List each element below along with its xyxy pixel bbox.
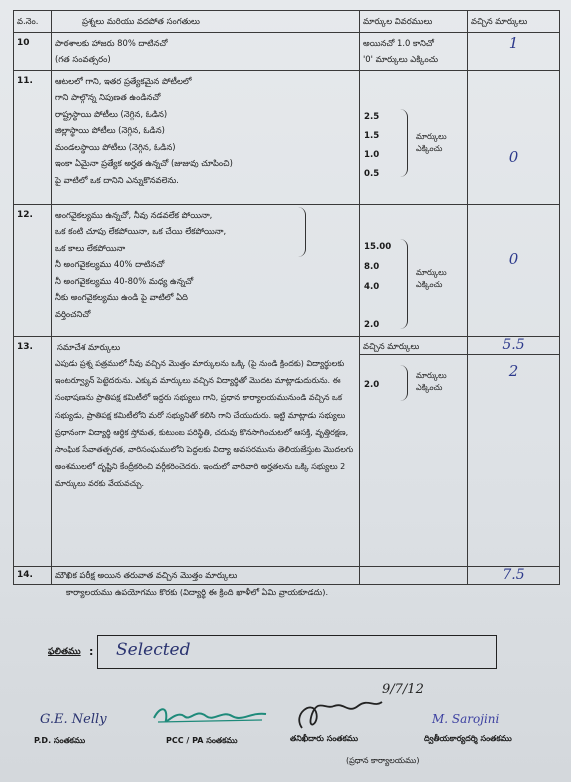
row-question xyxy=(52,32,360,70)
subtotal-handwritten: 5.5 xyxy=(502,336,525,353)
score-line: '0' మార్కులు ఎక్కించు xyxy=(363,54,438,64)
head-office-label: (ప్రధాన కార్యాలయము) xyxy=(346,756,420,765)
score-instruction: మార్కులు ఎక్కించు xyxy=(416,267,447,289)
row-score-details xyxy=(360,70,468,204)
table-row-14 xyxy=(14,566,560,584)
signature-pcc xyxy=(150,702,270,728)
subtotal-divider xyxy=(468,354,559,566)
question-line: ఒక కాలు లేకపోయినా xyxy=(55,242,126,253)
brace-mark xyxy=(400,109,408,177)
question-line: రాష్ట్రస్థాయి పోటీలు (నెగ్గిన, ఓడిన) xyxy=(55,108,168,119)
question-line: జిల్లాస్థాయి పోటీలు (నెగ్గిన, ఓడిన) xyxy=(55,125,165,135)
signature-label-pd: P.D. సంతకము xyxy=(34,736,86,745)
score-option: 0.5 xyxy=(364,168,380,179)
header-serial: వ.నెం. xyxy=(14,11,52,33)
question-line: వర్తించనిచో xyxy=(55,308,91,319)
question-line: నీకు అంగవైకల్యము ఉండి పై వాటిలో ఏది xyxy=(55,292,188,302)
header-marks-details: మార్కుల వివరములు xyxy=(360,11,468,33)
table-row-13 xyxy=(14,336,560,566)
question-line: ఆటలలో గాని, ఇతర ప్రత్యేకమైన పోటీలలో xyxy=(55,75,192,86)
row-question xyxy=(52,566,360,584)
brace-mark xyxy=(400,365,408,401)
score-option: 2.0 xyxy=(364,379,380,390)
result-box xyxy=(97,635,497,669)
signature-label-inspector: తనిఖీదారు సంతకము xyxy=(290,734,359,743)
row-value xyxy=(468,566,560,584)
question-line: (గత సంవత్సరం) xyxy=(55,54,111,64)
row-score-details xyxy=(360,204,468,336)
row-score-details xyxy=(360,566,468,584)
section-title: సమాచేశ మార్కులు xyxy=(57,341,121,352)
question-line: ఇంకా ఏమైనా ప్రత్యేక అర్హత ఉన్నచో (జుజువు చూపించి) xyxy=(55,158,233,168)
signature-label-secretary: ద్వితీయకార్యదర్శి సంతకము xyxy=(424,734,512,743)
handwritten-mark: 7.5 xyxy=(502,566,525,583)
question-line: పాఠశాలకు హాజరు 80% దాటినచో xyxy=(55,37,168,48)
row-value xyxy=(468,32,560,70)
question-line: మండలస్థాయి పోటీలు (నెగ్గిన, ఓడిన) xyxy=(55,141,176,152)
question-line: ఒక కంటి చూపు లేకపోయినా, ఒక చేయి లేకపోయినా, xyxy=(55,226,227,236)
score-option: 2.5 xyxy=(364,111,380,122)
question-line: అంగవైకల్యము ఉన్నచో, నీవు నడవలేక పోయినా, xyxy=(55,209,213,220)
row-number: 11. xyxy=(14,70,52,204)
score-instruction: మార్కులు ఎక్కించు xyxy=(416,370,447,392)
signature-date: 9/7/12 xyxy=(382,682,424,697)
row-number: 12. xyxy=(14,204,52,336)
row-score-details xyxy=(360,32,468,70)
header-marks-obtained: వచ్చిన మార్కులు xyxy=(468,11,560,33)
result-value: Selected xyxy=(116,640,191,660)
table-row-11 xyxy=(14,70,560,204)
header-question: ప్రశ్నలు మరియు వదపోత సంగతులు xyxy=(52,11,360,33)
signature-label-pcc: PCC / PA సంతకము xyxy=(166,736,238,745)
section-body: ఎపుడు ప్రశ్న పత్రములో నీవు వచ్చిన మొత్తం మార్కులను ఒక్కి (పై నుండి క్రిందకు) విద్యార్థులకు ఇంటర్వ్యూన్ పెట్టెదరును. ఎక్కువ మార్కులు వచ్చిన విద్యార్థితో మొదట మాట్లాడుదురును. ఈ సంభాషణను ప్రాతిపక్ష కమిటీలో ఇద్దరు సభ్యులు గాని, ప్రధాన కార్యాలయమునుండి వచ్చిన ఒక సభ్యుడు, ప్రాతిపక్ష కమిటీలోని మరో సభ్యునితో కలిసి గాని చేయుదురు. ఇట్టి మాట్లాడు సభ్యులు ప్రధానంగా విద్యార్థి ఆర్థిక స్తోమత, కుటుంబ పరిస్థితి, చదువు కొనసాగించుటలో ఆసక్తి, వృత్తిరక్షణ, సాంఘిక సేవాతత్పరత, వారిసంఘములోని పెద్దలకు విద్యా అవసరమును తెలియజేస్తుట మొదలగు అంశములలో దృష్టిని కేంద్రీకరించి వర్గీకరించెదరు. ఇందులో వారివారి అర్హతలను ఒక్కి సభ్యులు 2 మార్కులు వరకు వేయవచ్చు. xyxy=(55,359,354,489)
question-line: గాని పాల్గొన్న నిపుణత ఉండినచో xyxy=(55,92,161,102)
score-option: 2.0 xyxy=(364,319,380,330)
application-table xyxy=(13,10,560,585)
row-number: 14. xyxy=(14,566,52,584)
table-row-12 xyxy=(14,204,560,336)
score-option: 4.0 xyxy=(364,281,380,292)
score-option: 1.5 xyxy=(364,130,380,141)
row-value xyxy=(468,336,560,566)
signature-secretary: M. Sarojini xyxy=(432,712,500,726)
handwritten-mark: 2 xyxy=(508,361,519,380)
subtotal-label: వచ్చిన మార్కులు xyxy=(363,340,420,351)
row-number: 10 xyxy=(14,32,52,70)
handwritten-mark: 0 xyxy=(508,249,519,268)
row-score-details xyxy=(360,336,468,566)
signature-pd: G.E. Nelly xyxy=(40,712,107,727)
row-question xyxy=(52,336,360,566)
row-question xyxy=(52,204,360,336)
row-value xyxy=(468,70,560,204)
table-row-10 xyxy=(14,32,560,70)
score-option: 15.00 xyxy=(364,241,392,252)
question-line: మౌఖిక పరీక్ష అయిన తరువాత వచ్చిన మొత్తం మార్కులు xyxy=(55,569,238,580)
result-colon: : xyxy=(89,645,94,658)
score-option: 1.0 xyxy=(364,149,380,160)
handwritten-mark: 0 xyxy=(508,147,519,166)
score-line: అయినచో 1.0 కానిచో xyxy=(363,37,434,48)
question-line: నీ అంగవైకల్యము 40-80% మధ్య ఉన్నచో xyxy=(55,275,194,286)
row-number: 13. xyxy=(14,336,52,566)
question-line: నీ అంగవైకల్యము 40% దాటినచో xyxy=(55,259,165,269)
score-instruction: మార్కులు ఎక్కించు xyxy=(416,131,447,153)
score-option: 8.0 xyxy=(364,261,380,272)
row-question xyxy=(52,70,360,204)
handwritten-mark: 1 xyxy=(508,33,519,52)
office-use-note: కార్యాలయము ఉపయోగము కొరకు (విద్యార్థి ఈ క్రింది ఖాళీలో ఏమి వ్రాయకూడదు). xyxy=(66,587,329,597)
brace-mark xyxy=(298,207,306,257)
result-label: ఫలితము xyxy=(48,647,81,657)
question-line: పై వాటిలో ఒక దానిని ఎన్నుకొనవలెను. xyxy=(55,174,179,185)
table-header xyxy=(14,11,560,33)
brace-mark xyxy=(400,239,408,329)
row-value xyxy=(468,204,560,336)
